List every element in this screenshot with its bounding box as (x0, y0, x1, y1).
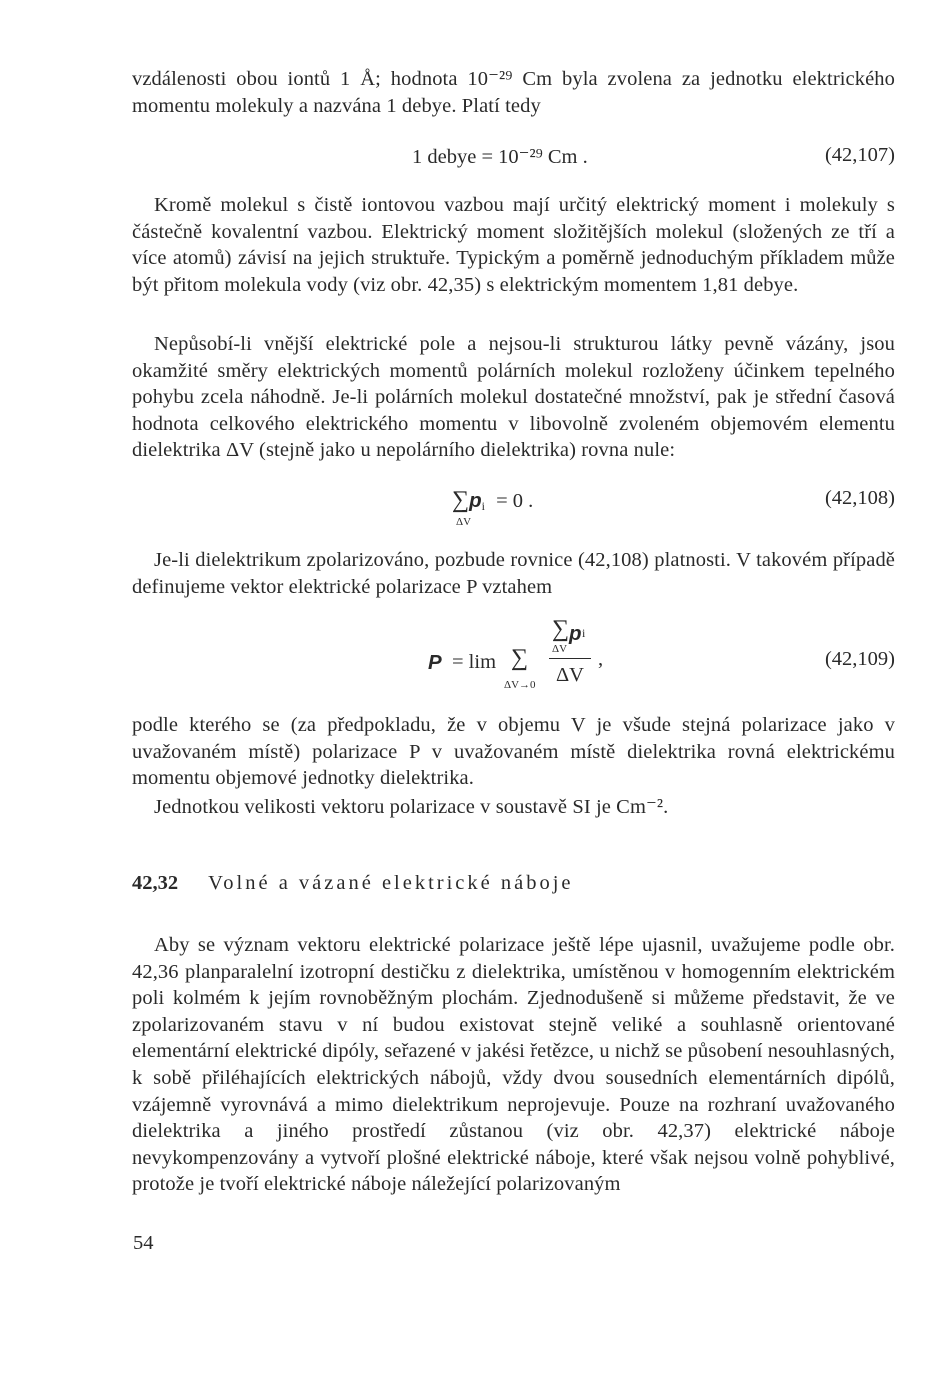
equation-42-108-sum-under: ΔV (456, 516, 472, 528)
section-number: 42,32 (132, 872, 179, 894)
equation-42-108-body (452, 487, 533, 514)
equation-42-108-number: (42,108) (824, 487, 895, 509)
equation-42-108-lhs: p (469, 489, 482, 512)
paragraph-5: podle kterého se (za předpokladu, že v objemu V je všude stejná polarizace jako v uvažovaném místě) polarizace P v uvažovaném místě dielektrika rovná elektrickému momentu objemové jednotky dielektrika. (132, 714, 895, 790)
paragraph-4: Je-li dielektrikum zpolarizováno, pozbude rovnice (42,108) platnosti. V takovém případě definujeme vektor elektrické polarizace P vztahem (132, 549, 895, 598)
paragraph-6: Jednotkou velikosti vektoru polarizace v soustavě SI je Cm⁻². (154, 796, 669, 818)
equation-42-109-sum: ∑ (511, 645, 529, 671)
equation-42-108 (132, 487, 895, 531)
equation-42-109-num-sum-under: ΔV (552, 643, 568, 655)
page-number: 54 (133, 1232, 154, 1254)
section-heading (132, 872, 574, 895)
paragraph-2: Kromě molekul s čistě iontovou vazbou mají určitý elektrický moment i molekuly s částečně kovalentní vazbou. Elektrický moment složitějších molekul (složených ze tří a více atomů) závisí na jejich struktuře. Typickým a poměrně jednoduchým příkladem může být přitom molekula vody (viz obr. 42,35) s elektrickým momentem 1,81 debye. (132, 194, 895, 296)
sum-symbol: ∑ (452, 487, 470, 513)
equation-42-109-P: P (428, 651, 442, 674)
equation-42-109-tail: , (598, 648, 604, 670)
paragraph-1: vzdálenosti obou iontů 1 Å; hodnota 10⁻²⁹ Cm byla zvolena za jednotku elektrického momentu molekuly a nazvána 1 debye. Platí tedy (132, 68, 895, 117)
fraction-bar (549, 658, 591, 659)
paragraph-3: Nepůsobí-li vnější elektrické pole a nejsou-li strukturou látky pevně vázány, jsou okamžité směry elektrických momentů polárních molekul rozloženy účinkem tepelného pohybu zcela náhodně. Je-li polárních molekul dostatečné množství, pak je střední časová hodnota celkového elektrického momentu v libovolně zvoleném objemovém elementu dielektrika ΔV (stejně jako u nepolárního dielektrika) rovna nule: (132, 333, 895, 462)
equation-42-109-lim-under: ΔV→0 (504, 679, 536, 691)
section-title: Volné a vázané elektrické náboje (208, 872, 574, 894)
equation-42-107-number: (42,107) (824, 144, 895, 166)
equation-42-107 (132, 144, 895, 174)
equation-42-109-num-sum: ∑ (552, 616, 570, 642)
equation-42-109-denominator: ΔV (556, 664, 584, 686)
equation-42-109-num-p: p (569, 622, 582, 645)
equation-42-109-eq-lim: = lim (452, 651, 497, 673)
equation-42-108-rhs: = 0 . (496, 490, 534, 512)
equation-42-109-number: (42,109) (824, 648, 895, 670)
paragraph-7: Aby se význam vektoru elektrické polarizace ještě lépe ujasnil, uvažujeme podle obr. 42,36 planparalelní izotropní destičku z dielektrika, umístěnou v homogenním elektrickém poli kolmém k jejím rovnoběžným plochám. Zjednodušeně si můžeme představit, že ve zpolarizovaném stavu v ní budou existovat stejně veliké a souhlasně orientované elementární elektrické dipóly, seřazené v jakési řetězce, u nichž se působení nesouhlasných, k sobě přiléhajících elektrických nábojů, vždy dvou sousedních elementárních dipólů, vzájemně vyrovnává a mimo dielektrikum neprojevuje. Pouze na rozhraní uvažovaného dielektrika a jiného prostředí zůstanou (viz obr. 42,37) elektrické náboje nevykompenzovány a vytvoří plošné elektrické náboje, které však nejsou volně pohyblivé, protože je tvoří elektrické náboje náležející polarizovaným (132, 934, 895, 1196)
equation-42-108-lhs-sub: i (481, 499, 485, 513)
equation-42-107-body: 1 debye = 10⁻²⁹ Cm . (412, 146, 588, 168)
equation-42-109: P = lim ΔV→0 ∑ ∑ p i ΔV ΔV , (42,109) (428, 616, 895, 691)
